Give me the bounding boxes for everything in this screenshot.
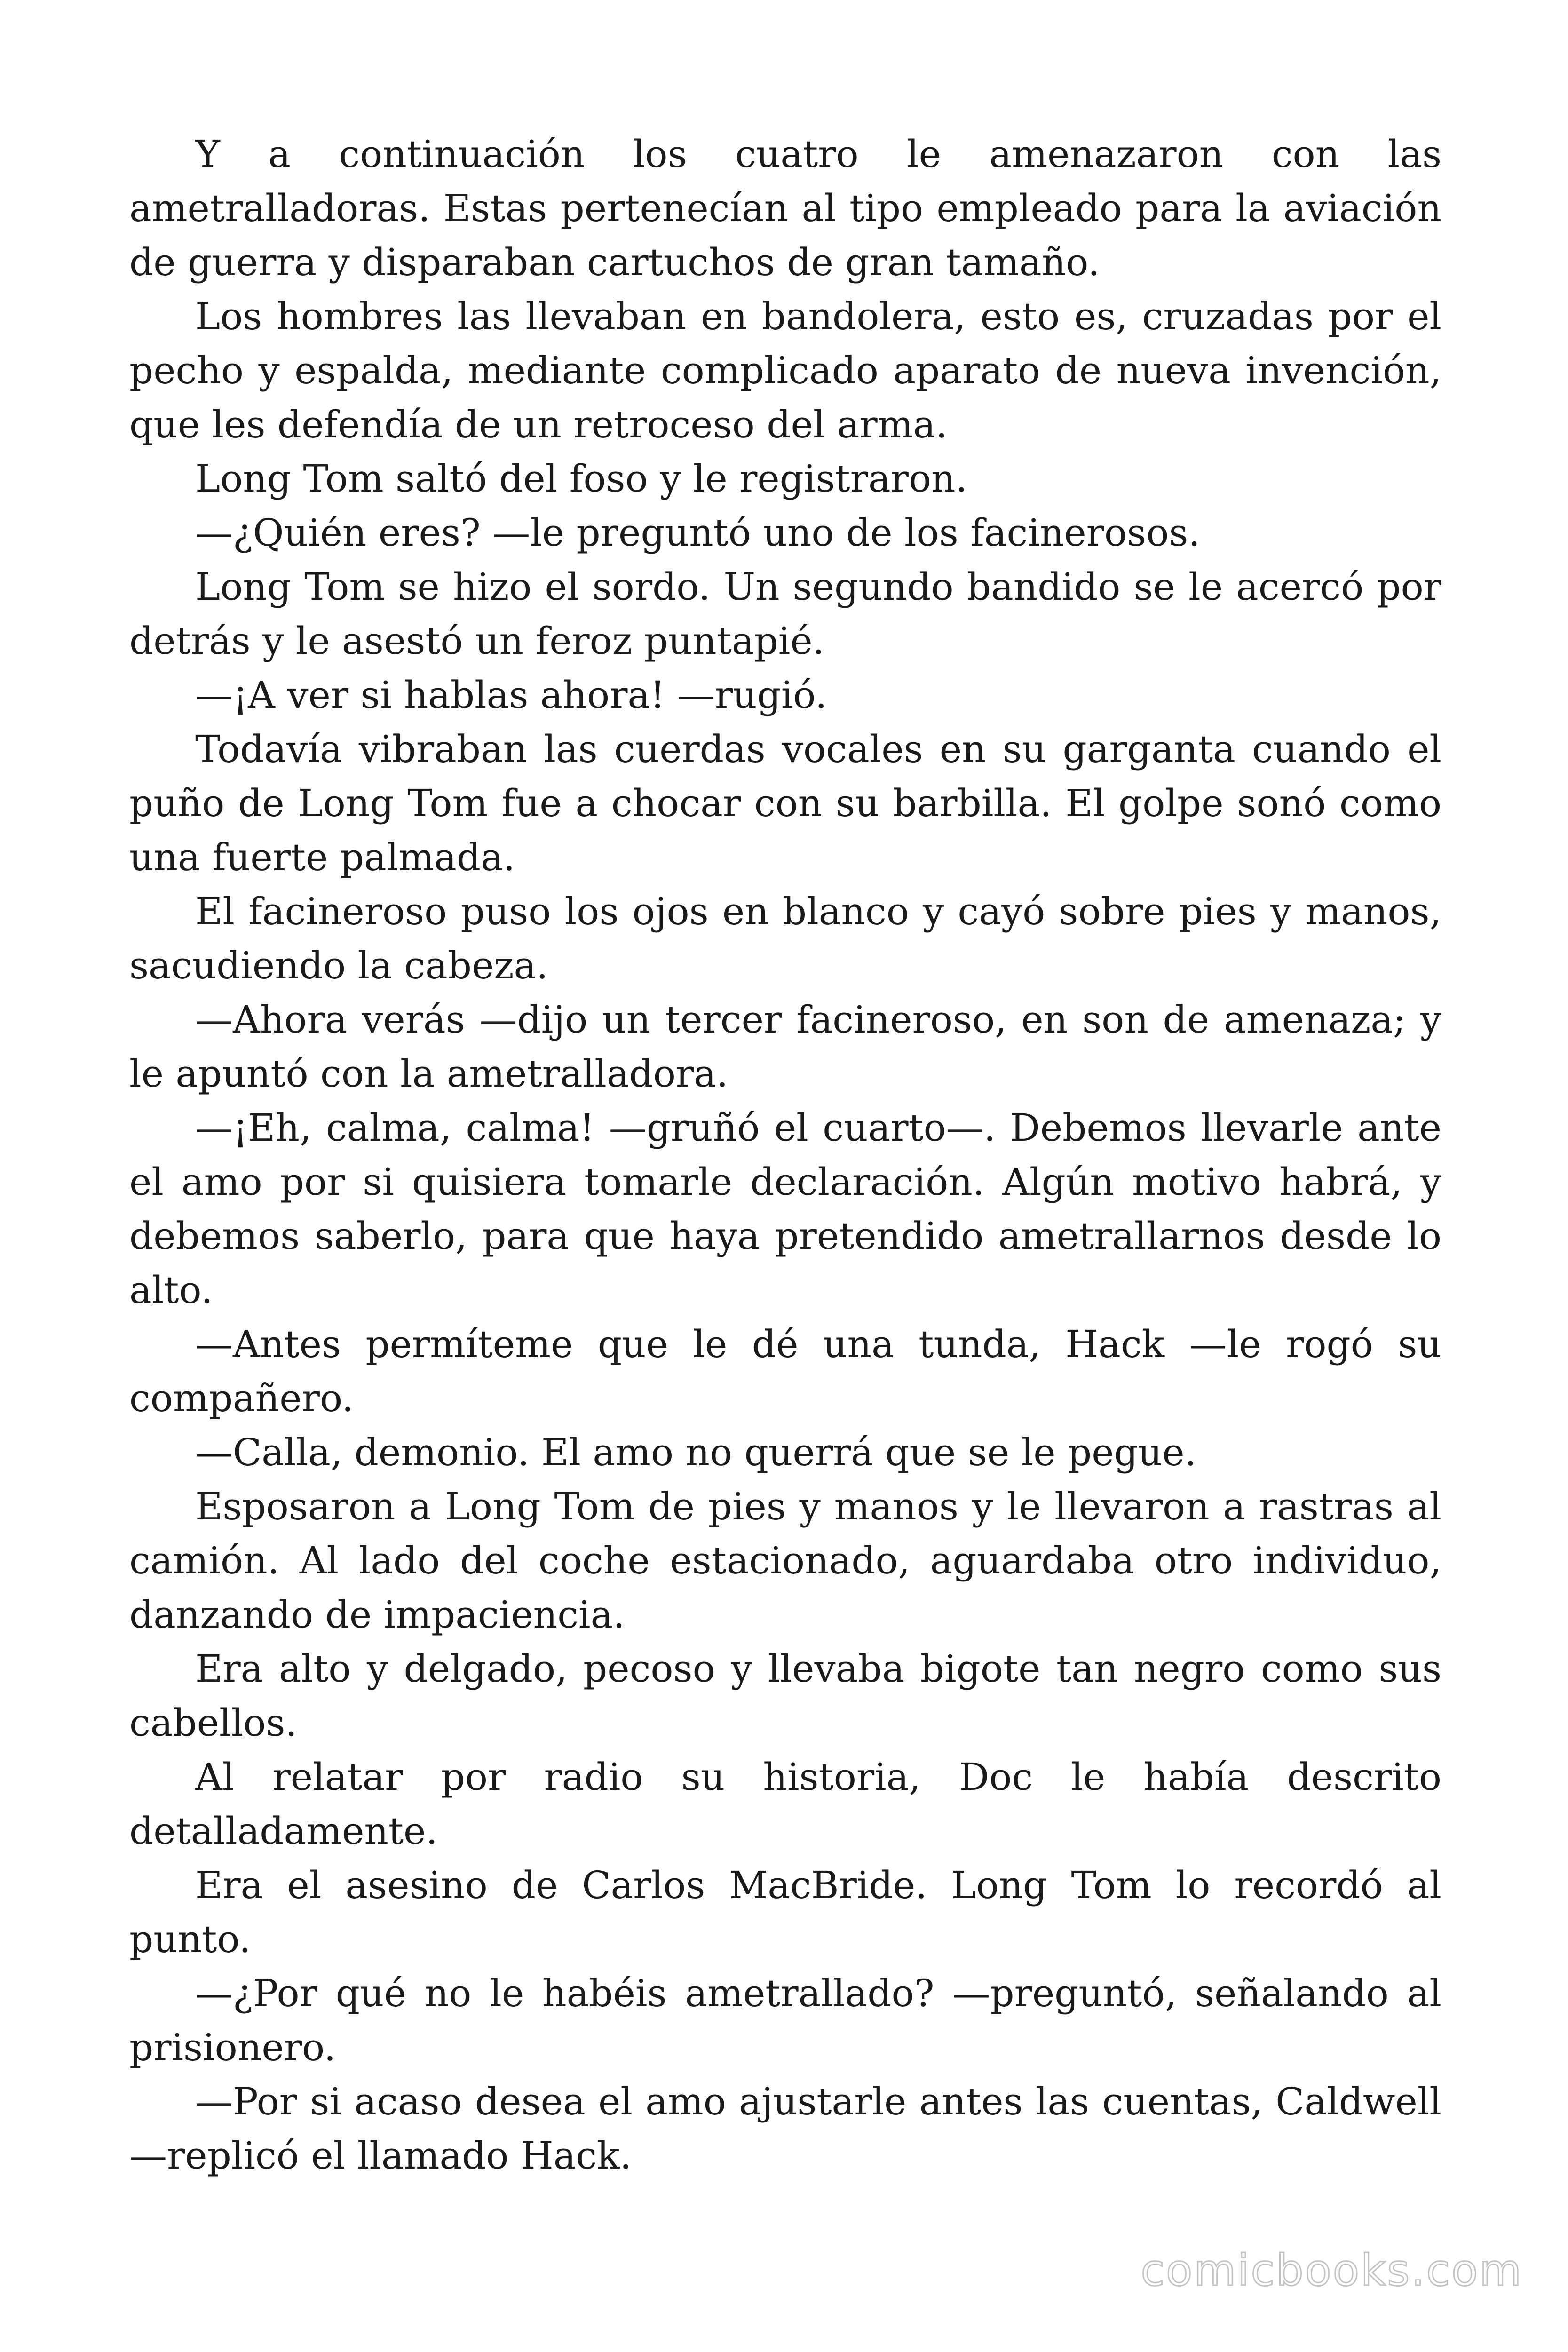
- paragraph: —Calla, demonio. El amo no querrá que se le pegue.: [195, 1430, 1197, 1474]
- paragraph: Long Tom saltó del foso y le registraron.: [195, 457, 967, 501]
- paragraph: Era alto y delgado, pecoso y llevaba bigote tan negro como sus cabellos.: [129, 1647, 1441, 1745]
- paragraph: —Ahora verás —dijo un tercer facineroso, en son de amenaza; y le apuntó con la ametralladora.: [129, 998, 1441, 1096]
- paragraph: —¿Quién eres? —le preguntó uno de los facinerosos.: [195, 511, 1200, 555]
- paragraph: Al relatar por radio su historia, Doc le había descrito detalladamente.: [129, 1755, 1441, 1853]
- paragraph: Todavía vibraban las cuerdas vocales en su garganta cuando el puño de Long Tom fue a chocar con su barbilla. El golpe sonó como una fuerte palmada.: [129, 727, 1441, 879]
- paragraph: —¡A ver si hablas ahora! —rugió.: [195, 673, 827, 717]
- watermark: comicbooks.com: [1140, 2245, 1523, 2296]
- paragraph: Esposaron a Long Tom de pies y manos y le llevaron a rastras al camión. Al lado del coche estacionado, aguardaba otro individuo, danzando de impaciencia.: [129, 1485, 1441, 1637]
- body-text: [129, 127, 1441, 2183]
- paragraph: Long Tom se hizo el sordo. Un segundo bandido se le acercó por detrás y le asestó un feroz puntapié.: [129, 565, 1441, 663]
- paragraph: Los hombres las llevaban en bandolera, esto es, cruzadas por el pecho y espalda, mediante complicado aparato de nueva invención, que les defendía de un retroceso del arma.: [129, 294, 1441, 446]
- paragraph: El facineroso puso los ojos en blanco y cayó sobre pies y manos, sacudiendo la cabeza.: [129, 890, 1441, 987]
- paragraph: —¿Por qué no le habéis ametrallado? —preguntó, señalando al prisionero.: [129, 1971, 1441, 2069]
- paragraph: Y a continuación los cuatro le amenazaron con las ametralladoras. Estas pertenecían al tipo empleado para la aviación de guerra y disparaban cartuchos de gran tamaño.: [129, 132, 1441, 284]
- paragraph: —Por si acaso desea el amo ajustarle antes las cuentas, Caldwell —replicó el llamado Hack.: [129, 2080, 1441, 2177]
- paragraph: Era el asesino de Carlos MacBride. Long Tom lo recordó al punto.: [129, 1863, 1441, 1961]
- paragraph: —¡Eh, calma, calma! —gruñó el cuarto—. Debemos llevarle ante el amo por si quisiera tomarle declaración. Algún motivo habrá, y debemos saberlo, para que haya pretendido ametrallarnos desde lo alto.: [129, 1106, 1441, 1312]
- paragraph: —Antes permíteme que le dé una tunda, Hack —le rogó su compañero.: [129, 1322, 1441, 1420]
